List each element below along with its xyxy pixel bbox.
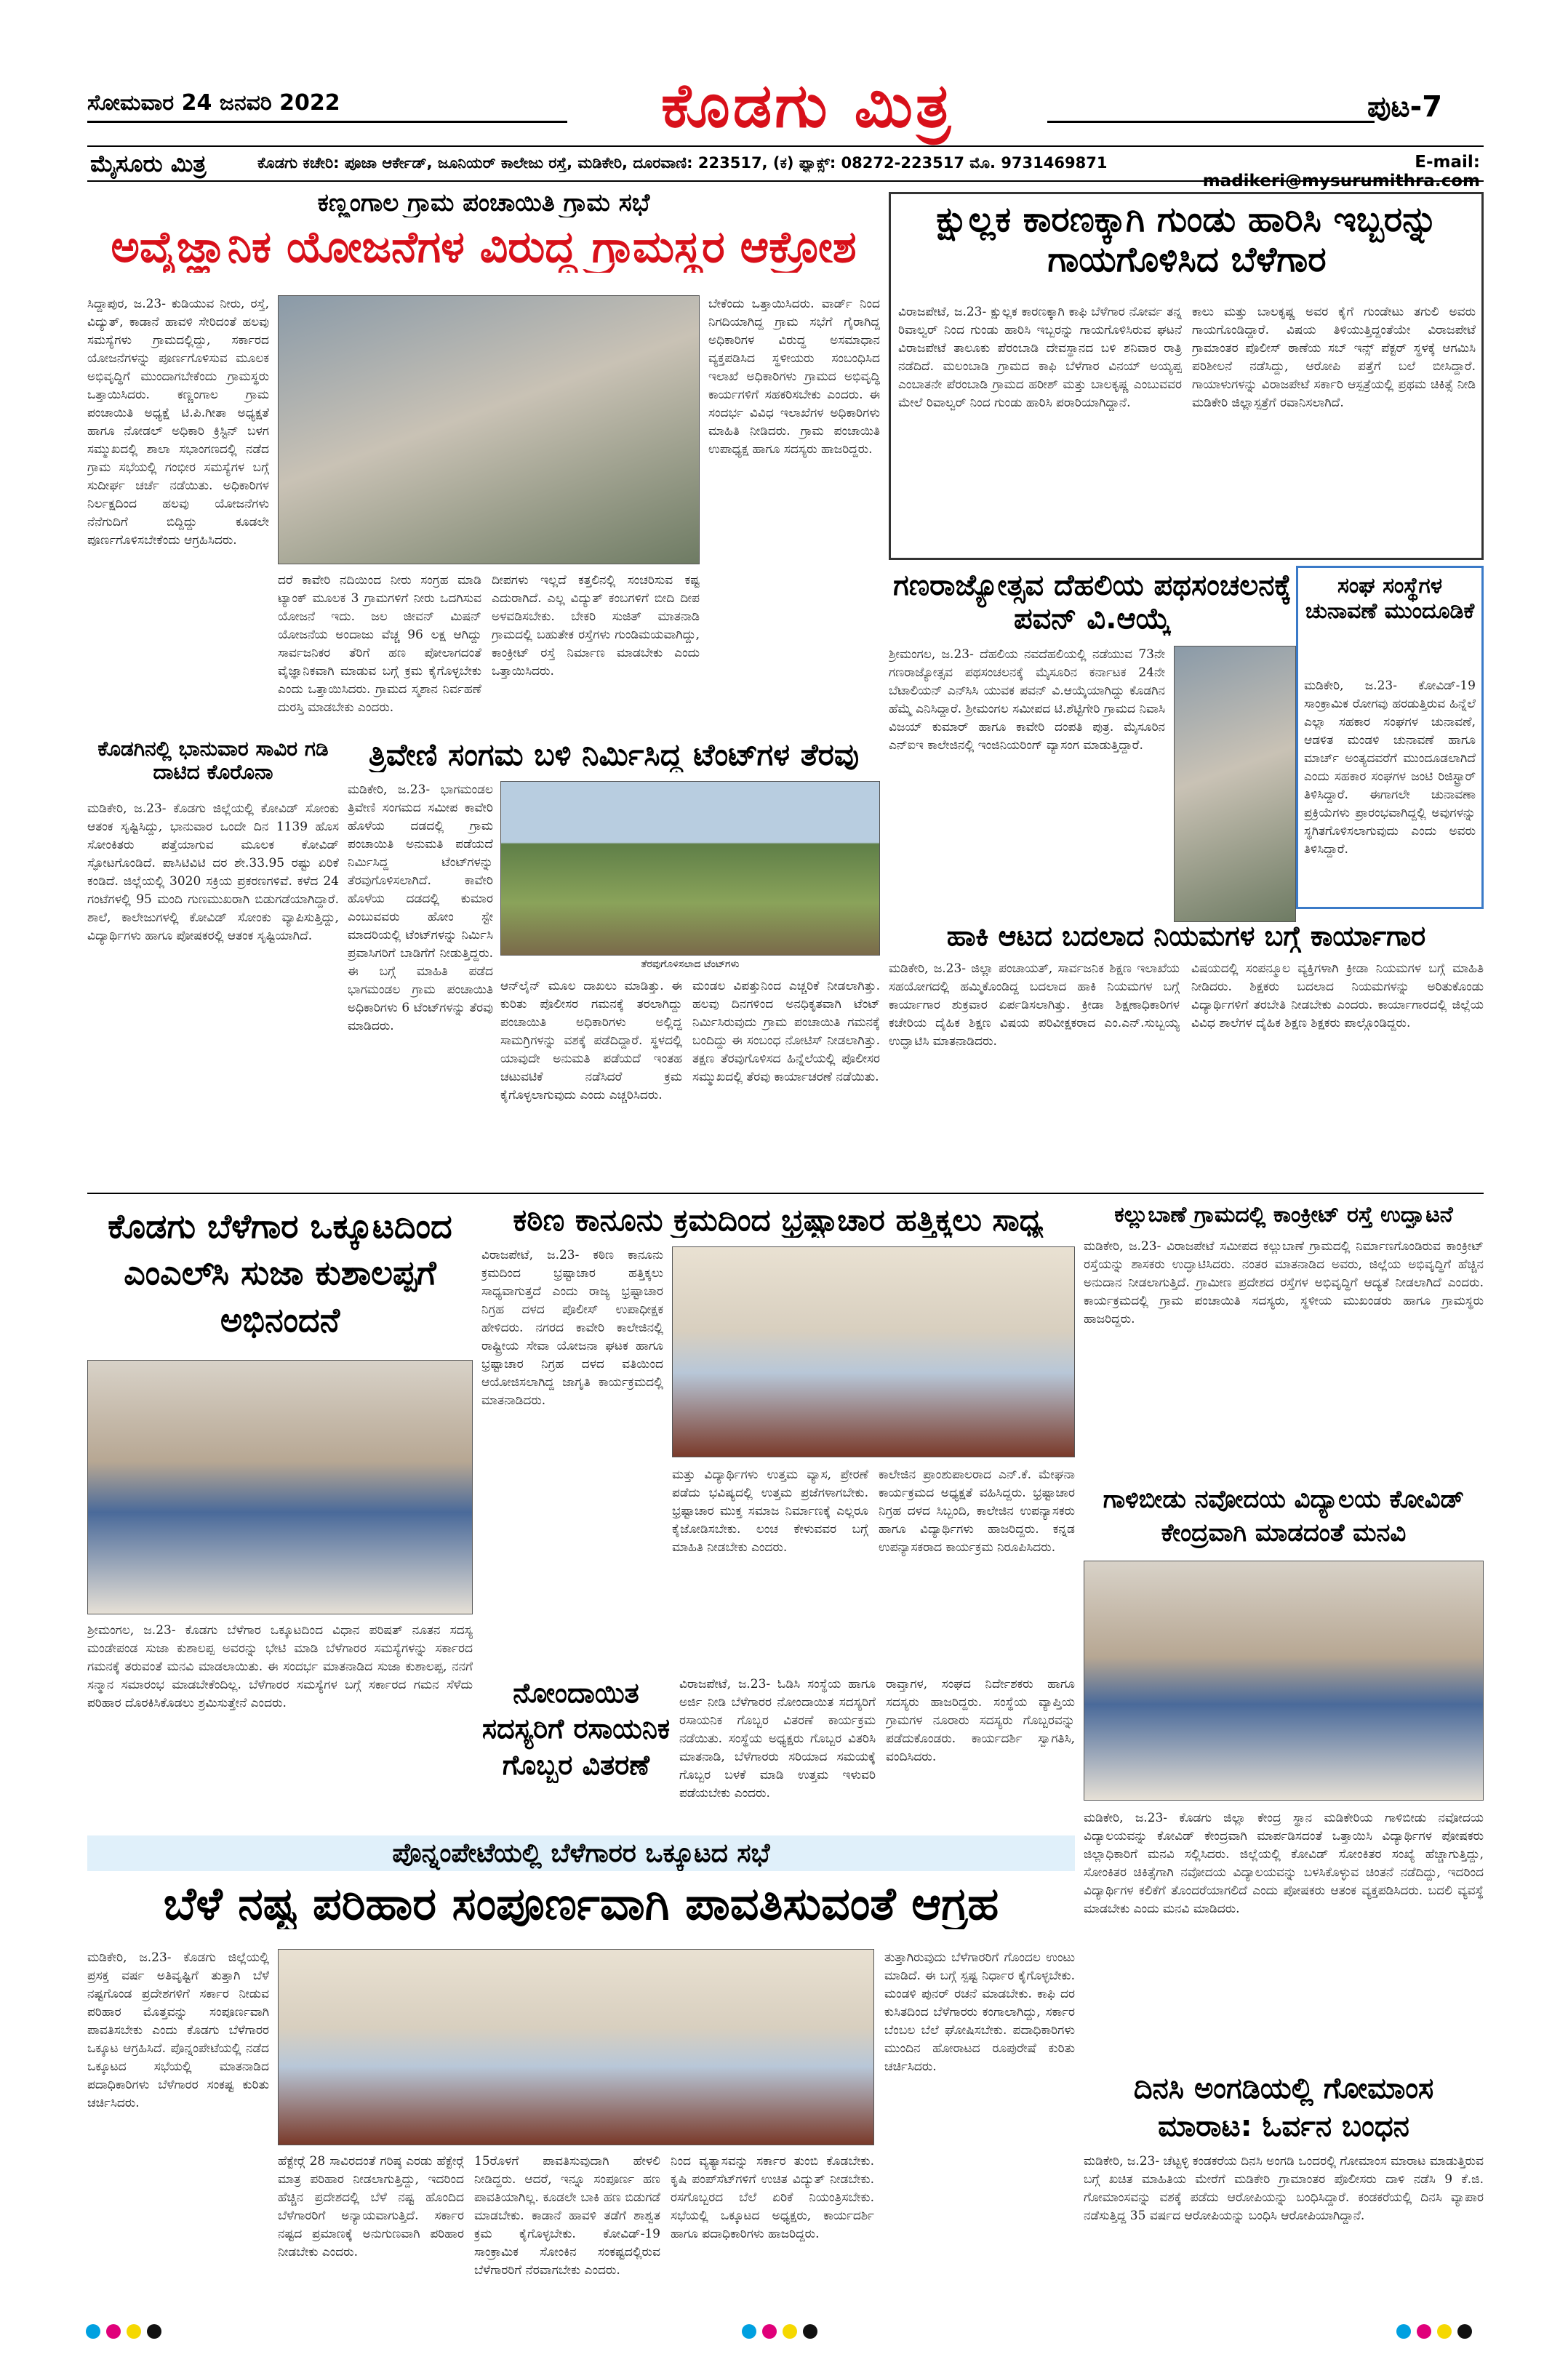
registration-dot [762,2324,777,2339]
article-suja-felicitation [87,1200,473,1753]
tents-photo [500,781,880,956]
article-body-col1: ಮಡಿಕೇರಿ, ಜ.23- ಕೊಡಗು ಜಿಲ್ಲೆಯಲ್ಲಿ ಪ್ರಸಕ್ತ ವರ್ಷ ಅತಿವೃಷ್ಟಿಗೆ ತುತ್ತಾಗಿ ಬೆಳೆ ನಷ್ಟಗೊಂಡ ಪ್ರದೇಶಗಳಿಗೆ ಸರ್ಕಾರ ನೀಡುವ ಪರಿಹಾರ ಮೊತ್ತವನ್ನು ಸಂಪೂರ್ಣವಾಗಿ ಪಾವತಿಸಬೇಕು ಎಂದು ಕೊಡಗು ಬೆಳೆಗಾರರ ಒಕ್ಕೂಟ ಆಗ್ರಹಿಸಿದೆ. ಪೊನ್ನಂಪೇಟೆಯಲ್ಲಿ ನಡೆದ ಒಕ್ಕೂಟದ ಸಭೆಯಲ್ಲಿ ಮಾತನಾಡಿದ ಪದಾಧಿಕಾರಿಗಳು ಬೆಳೆಗಾರರ ಸಂಕಷ್ಟ ಕುರಿತು ಚರ್ಚಿಸಿದರು. [87,1950,269,2110]
article-body-col1: ವಿರಾಜಪೇಟೆ, ಜ.23- ಕ್ಷುಲ್ಲಕ ಕಾರಣಕ್ಕಾಗಿ ಕಾಫಿ ಬೆಳೆಗಾರ ನೋರ್ವ ತನ್ನ ರಿವಾಲ್ವರ್ ನಿಂದ ಗುಂಡು ಹಾರಿಸಿ ಇಬ್ಬರನ್ನು ಗಾಯಗೊಳಿಸಿರುವ ಘಟನೆ ವಿರಾಜಪೇಟೆ ತಾಲೂಕು ಪೆರಂಬಾಡಿ ದೇವಸ್ಥಾನದ ಬಳಿ ಶನಿವಾರ ರಾತ್ರಿ ನಡೆದಿದೆ. ಮಲಂಬಾಡಿ ಗ್ರಾಮದ ಕಾಫಿ ಬೆಳೆಗಾರ ವಿನಯ್ ಅಯ್ಯಪ್ಪ ಎಂಬಾತನೇ ಪೆರಂಬಾಡಿ ಗ್ರಾಮದ ಹರೀಶ್ ಮತ್ತು ಬಾಲಕೃಷ್ಣ ಎಂಬುವವರ ಮೇಲೆ ರಿವಾಲ್ವರ್ ನಿಂದ ಗುಂಡು ಹಾರಿಸಿ ಪರಾರಿಯಾಗಿದ್ದಾನೆ. [898,305,1182,410]
article-body: ಮಡಿಕೇರಿ, ಜ.23- ಕೋವಿಡ್-19 ಸಾಂಕ್ರಾಮಿಕ ರೋಗವು ಹರಡುತ್ತಿರುವ ಹಿನ್ನೆಲೆ ಎಲ್ಲಾ ಸಹಕಾರ ಸಂಘಗಳ ಚುನಾವಣೆ, ಆಡಳಿತ ಮಂಡಳಿ ಚುನಾವಣೆ ಹಾಗೂ ಮಾರ್ಚ್ ಅಂತ್ಯದವರೆಗೆ ಮುಂದೂಡಲಾಗಿದೆ ಎಂದು ಸಹಕಾರ ಸಂಘಗಳ ಜಂಟಿ ರಿಜಿಸ್ಟ್ರಾರ್ ತಿಳಿಸಿದ್ದಾರೆ. ಈಗಾಗಲೇ ಚುನಾವಣಾ ಪ್ರಕ್ರಿಯೆಗಳು ಪ್ರಾರಂಭವಾಗಿದ್ದಲ್ಲಿ ಅವುಗಳನ್ನು ಸ್ಥಗಿತಗೊಳಿಸಲಾಗುವುದು ಎಂದು ಅವರು ತಿಳಿಸಿದ್ದಾರೆ. [1304,678,1476,857]
article-body: ಮಡಿಕೇರಿ, ಜ.23- ಕೊಡಗು ಜಿಲ್ಲಾ ಕೇಂದ್ರ ಸ್ಥಾನ ಮಡಿಕೇರಿಯ ಗಾಳಿಬೀಡು ನವೋದಯ ವಿದ್ಯಾಲಯವನ್ನು ಕೋವಿಡ್ ಕೇಂದ್ರವಾಗಿ ಮಾರ್ಪಡಿಸದಂತೆ ಒತ್ತಾಯಿಸಿ ವಿದ್ಯಾರ್ಥಿಗಳ ಪೋಷಕರು ಜಿಲ್ಲಾಧಿಕಾರಿಗೆ ಮನವಿ ಸಲ್ಲಿಸಿದರು. ಜಿಲ್ಲೆಯಲ್ಲಿ ಕೋವಿಡ್ ಸೋಂಕಿತರ ಸಂಖ್ಯೆ ಹೆಚ್ಚಾಗುತ್ತಿದ್ದು, ಸೋಂಕಿತರ ಚಿಕಿತ್ಸೆಗಾಗಿ ನವೋದಯ ವಿದ್ಯಾಲಯವನ್ನು ಬಳಸಿಕೊಳ್ಳುವ ಚಿಂತನೆ ನಡೆದಿದ್ದು, ಇದರಿಂದ ವಿದ್ಯಾರ್ಥಿಗಳ ಕಲಿಕೆಗೆ ತೊಂದರೆಯಾಗಲಿದೆ ಎಂದು ಪೋಷಕರು ಆತಂಕ ವ್ಯಕ್ತಪಡಿಸಿದರು. ಬದಲಿ ವ್ಯವಸ್ಥೆ ಮಾಡಬೇಕು ಎಂದು ಮನವಿ ಮಾಡಿದರು. [1084,1811,1484,1916]
article-body: ಮಡಿಕೇರಿ, ಜ.23- ಕೊಡಗು ಜಿಲ್ಲೆಯಲ್ಲಿ ಕೋವಿಡ್ ಸೋಂಕು ಆತಂಕ ಸೃಷ್ಟಿಸಿದ್ದು, ಭಾನುವಾರ ಒಂದೇ ದಿನ 1139 ಹೊಸ ಸೋಂಕಿತರು ಪತ್ತೆಯಾಗುವ ಮೂಲಕ ಕೋವಿಡ್ ಸ್ಫೋಟಗೊಂಡಿದೆ. ಪಾಸಿಟಿವಿಟಿ ದರ ಶೇ.33.95 ರಷ್ಟು ಏರಿಕೆ ಕಂಡಿದೆ. ಜಿಲ್ಲೆಯಲ್ಲಿ 3020 ಸಕ್ರಿಯ ಪ್ರಕರಣಗಳಿವೆ. ಕಳೆದ 24 ಗಂಟೆಗಳಲ್ಲಿ 95 ಮಂದಿ ಗುಣಮುಖರಾಗಿ ಬಿಡುಗಡೆಯಾಗಿದ್ದಾರೆ. ಶಾಲೆ, ಕಾಲೇಜುಗಳಲ್ಲಿ ಕೋವಿಡ್ ಸೋಂಕು ವ್ಯಾಪಿಸುತ್ತಿದ್ದು, ವಿದ್ಯಾರ್ಥಿಗಳು ಹಾಗೂ ಪೋಷಕರಲ್ಲಿ ಆತಂಕ ಸೃಷ್ಟಿಯಾಗಿದೆ. [87,801,339,943]
office-email: E-mail: madikeri@mysurumithra.com [1202,153,1480,191]
navodaya-photo [1084,1561,1484,1801]
registration-dot [803,2324,817,2339]
article-body-col5: ತುತ್ತಾಗಿರುವುದು ಬೆಳೆಗಾರರಿಗೆ ಗೊಂದಲ ಉಂಟು ಮಾಡಿದೆ. ಈ ಬಗ್ಗೆ ಸ್ಪಷ್ಟ ನಿರ್ಧಾರ ಕೈಗೊಳ್ಳಬೇಕು. ಮಂಡಳಿ ಪುನರ್ ರಚನೆ ಮಾಡಬೇಕು. ಕಾಫಿ ದರ ಕುಸಿತದಿಂದ ಬೆಳೆಗಾರರು ಕಂಗಾಲಾಗಿದ್ದು, ಸರ್ಕಾರ ಬೆಂಬಲ ಬೆಲೆ ಘೋಷಿಸಬೇಕು. ಪದಾಧಿಕಾರಿಗಳು ಮುಂದಿನ ಹೋರಾಟದ ರೂಪುರೇಷೆ ಕುರಿತು ಚರ್ಚಿಸಿದರು. [884,1950,1075,2074]
article-body-col1: ಮಡಿಕೇರಿ, ಜ.23- ಭಾಗಮಂಡಲ ತ್ರಿವೇಣಿ ಸಂಗಮದ ಸಮೀಪ ಕಾವೇರಿ ಹೊಳೆಯ ದಡದಲ್ಲಿ ಗ್ರಾಮ ಪಂಚಾಯಿತಿ ಅನುಮತಿ ಪಡೆಯದೆ ನಿರ್ಮಿಸಿದ್ದ ಟೆಂಟ್‍ಗಳನ್ನು ತೆರವುಗೊಳಿಸಲಾಗಿದೆ. ಕಾವೇರಿ ಹೊಳೆಯ ದಡದಲ್ಲಿ ಕುಮಾರ ಎಂಬುವವರು ಹೋಂ ಸ್ಟೇ ಮಾದರಿಯಲ್ಲಿ ಟೆಂಟ್‍ಗಳನ್ನು ನಿರ್ಮಿಸಿ ಪ್ರವಾಸಿಗರಿಗೆ ಬಾಡಿಗೆಗೆ ನೀಡುತ್ತಿದ್ದರು. ಈ ಬಗ್ಗೆ ಮಾಹಿತಿ ಪಡೆದ ಭಾಗಮಂಡಲ ಗ್ರಾಮ ಪಂಚಾಯಿತಿ ಅಧಿಕಾರಿಗಳು 6 ಟೆಂಟ್‍ಗಳನ್ನು ತೆರವು ಮಾಡಿದರು. [348,782,493,1033]
article-corona [87,734,339,1185]
article-headline: ದಿನಸಿ ಅಂಗಡಿಯಲ್ಲಿ ಗೋಮಾಂಸ ಮಾರಾಟ: ಓರ್ವನ ಬಂಧನ [1133,2072,1434,2143]
article-headline: ಕ್ಷುಲ್ಲಕ ಕಾರಣಕ್ಕಾಗಿ ಗುಂಡು ಹಾರಿಸಿ ಇಬ್ಬರನ್ನು ಗಾಯಗೊಳಿಸಿದ ಬೆಳೆಗಾರ [936,200,1438,281]
article-hockey-workshop [889,918,1484,1187]
article-headline: ಗಾಳಿಬೀಡು ನವೋದಯ ವಿದ್ಯಾಲಯ ಕೋವಿಡ್ ಕೇಂದ್ರವಾಗಿ ಮಾಡದಂತೆ ಮನವಿ [1103,1485,1465,1548]
article-kicker: ಪೊನ್ನಂಪೇಟೆಯಲ್ಲಿ ಬೆಳೆಗಾರರ ಒಕ್ಕೂಟದ ಸಭೆ [87,1835,1075,1871]
registration-dot [106,2324,121,2339]
article-body-col2: ಹೆಕ್ಟೇರ್‍ಗೆ 28 ಸಾವಿರದಂತೆ ಗರಿಷ್ಠ ಎರಡು ಹೆಕ್ಟೇರ್‍ಗೆ ಮಾತ್ರ ಪರಿಹಾರ ನೀಡಲಾಗುತ್ತಿದ್ದು, ಇದರಿಂದ ಹೆಚ್ಚಿನ ಪ್ರದೇಶದಲ್ಲಿ ಬೆಳೆ ನಷ್ಟ ಹೊಂದಿದ ಬೆಳೆಗಾರರಿಗೆ ಅನ್ಯಾಯವಾಗುತ್ತಿದೆ. ಸರ್ಕಾರ ನಷ್ಟದ ಪ್ರಮಾಣಕ್ಕೆ ಅನುಗುಣವಾಗಿ ಪರಿಹಾರ ನೀಡಬೇಕು ಎಂದರು. [278,2154,464,2259]
article-body-col2: ವಿಷಯದಲ್ಲಿ ಸಂಪನ್ಮೂಲ ವ್ಯಕ್ತಿಗಳಾಗಿ ಕ್ರೀಡಾ ನಿಯಮಗಳ ಬಗ್ಗೆ ಮಾಹಿತಿ ನೀಡಿದರು. ಶಿಕ್ಷಕರು ಬದಲಾದ ನಿಯಮಗಳನ್ನು ಅರಿತುಕೊಂಡು ವಿದ್ಯಾರ್ಥಿಗಳಿಗೆ ತರಬೇತಿ ನೀಡಬೇಕು ಎಂದರು. ಕಾರ್ಯಾಗಾರದಲ್ಲಿ ಜಿಲ್ಲೆಯ ವಿವಿಧ ಶಾಲೆಗಳ ದೈಹಿಕ ಶಿಕ್ಷಣ ಶಿಕ್ಷಕರು ಪಾಲ್ಗೊಂಡಿದ್ದರು. [1191,961,1484,1030]
article-body-col1: ಮಡಿಕೇರಿ, ಜ.23- ಜಿಲ್ಲಾ ಪಂಚಾಯತ್, ಸಾರ್ವಜನಿಕ ಶಿಕ್ಷಣ ಇಲಾಖೆಯ ಸಹಯೋಗದಲ್ಲಿ ಹಮ್ಮಿಕೊಂಡಿದ್ದ ಬದಲಾದ ಹಾಕಿ ನಿಯಮಗಳ ಬಗ್ಗೆ ಕಾರ್ಯಾಗಾರ ಶುಕ್ರವಾರ ಏರ್ಪಡಿಸಲಾಗಿತ್ತು. ಕ್ರೀಡಾ ಶಿಕ್ಷಣಾಧಿಕಾರಿಗಳ ಕಚೇರಿಯ ದೈಹಿಕ ಶಿಕ್ಷಣ ವಿಷಯ ಪರಿವೀಕ್ಷಕರಾದ ಎಂ.ಎನ್.ಸುಬ್ಬಯ್ಯ ಉದ್ಘಾಟಿಸಿ ಮಾತನಾಡಿದರು. [889,961,1180,1049]
ncc-cadet-photo [1174,646,1296,922]
issue-date: ಸೋಮವಾರ 24 ಜನವರಿ 2022 [87,90,340,116]
article-kicker: ಕಣ್ಣಂಗಾಲ ಗ್ರಾಮ ಪಂಚಾಯಿತಿ ಗ್ರಾಮ ಸಭೆ [317,189,650,217]
registration-dot [1437,2324,1452,2339]
publisher-name: ಮೈಸೂರು ಮಿತ್ರ [90,150,207,177]
article-headline: ಸಂಘ ಸಂಸ್ಥೆಗಳ ಚುನಾವಣೆ ಮುಂದೂಡಿಕೆ [1305,574,1475,624]
article-body: ಮಡಿಕೇರಿ, ಜ.23- ಚೆಟ್ಟಳ್ಳಿ ಕಂಡಕರೆಯ ದಿನಸಿ ಅಂಗಡಿ ಒಂದರಲ್ಲಿ ಗೋಮಾಂಸ ಮಾರಾಟ ಮಾಡುತ್ತಿರುವ ಬಗ್ಗೆ ಖಚಿತ ಮಾಹಿತಿಯ ಮೇರೆಗೆ ಮಡಿಕೇರಿ ಗ್ರಾಮಾಂತರ ಪೊಲೀಸರು ದಾಳಿ ನಡೆಸಿ 9 ಕೆ.ಜಿ. ಗೋಮಾಂಸವನ್ನು ವಶಕ್ಕೆ ಪಡೆದು ಆರೋಪಿಯನ್ನು ಬಂಧಿಸಿದ್ದಾರೆ. ಕಂಡಕರೆಯಲ್ಲಿ ದಿನಸಿ ವ್ಯಾಪಾರ ನಡೆಸುತ್ತಿದ್ದ 35 ವರ್ಷದ ಆರೋಪಿಯನ್ನು ಬಂಧಿಸಿ ಆರೋಪಿಯಾಗಿದ್ದಾನೆ. [1084,2154,1484,2223]
article-body-col1: ವಿರಾಜಪೇಟೆ, ಜ.23- ಓಡಿಸಿ ಸಂಸ್ಥೆಯ ಹಾಗೂ ಅರ್ಜಿ ನೀಡಿ ಬೆಳೆಗಾರರ ನೋಂದಾಯಿತ ಸದಸ್ಯರಿಗೆ ರಸಾಯನಿಕ ಗೊಬ್ಬರ ವಿತರಣೆ ಕಾರ್ಯಕ್ರಮ ನಡೆಯಿತು. ಸಂಸ್ಥೆಯ ಅಧ್ಯಕ್ಷರು ಗೊಬ್ಬರ ವಿತರಿಸಿ ಮಾತನಾಡಿ, ಬೆಳೆಗಾರರು ಸರಿಯಾದ ಸಮಯಕ್ಕೆ ಗೊಬ್ಬರ ಬಳಕೆ ಮಾಡಿ ಉತ್ತಮ ಇಳುವರಿ ಪಡೆಯಬೇಕು ಎಂದರು. [679,1677,876,1801]
article-headline: ಬೆಳೆ ನಷ್ಟ ಪರಿಹಾರ ಸಂಪೂರ್ಣವಾಗಿ ಪಾವತಿಸುವಂತೆ ಆಗ್ರಹ [163,1878,999,1930]
article-body-col3: ಕಾಲೇಜಿನ ಪ್ರಾಂಶುಪಾಲರಾದ ಎನ್.ಕೆ. ಮೇಘನಾ ಕಾರ್ಯಕ್ರಮದ ಅಧ್ಯಕ್ಷತೆ ವಹಿಸಿದ್ದರು. ಭ್ರಷ್ಟಾಚಾರ ನಿಗ್ರಹ ದಳದ ಸಿಬ್ಬಂದಿ, ಕಾಲೇಜಿನ ಉಪನ್ಯಾಸಕರು ಹಾಗೂ ವಿದ್ಯಾರ್ಥಿಗಳು ಹಾಜರಿದ್ದರು. ಕನ್ನಡ ಉಪನ್ಯಾಸಕರಾದ ಕಾರ್ಯಕ್ರಮ ನಿರೂಪಿಸಿದರು. [879,1468,1075,1555]
article-body-col1: ವಿರಾಜಪೇಟೆ, ಜ.23- ಕಠಿಣ ಕಾನೂನು ಕ್ರಮದಿಂದ ಭ್ರಷ್ಟಾಚಾರ ಹತ್ತಿಕ್ಕಲು ಸಾಧ್ಯವಾಗುತ್ತದೆ ಎಂದು ರಾಜ್ಯ ಭ್ರಷ್ಟಾಚಾರ ನಿಗ್ರಹ ದಳದ ಪೊಲೀಸ್ ಉಪಾಧೀಕ್ಷಕ ಹೇಳಿದರು. ನಗರದ ಕಾವೇರಿ ಕಾಲೇಜಿನಲ್ಲಿ ರಾಷ್ಟ್ರೀಯ ಸೇವಾ ಯೋಜನಾ ಘಟಕ ಹಾಗೂ ಭ್ರಷ್ಟಾಚಾರ ನಿಗ್ರಹ ದಳದ ವತಿಯಿಂದ ಆಯೋಜಿಸಲಾಗಿದ್ದ ಜಾಗೃತಿ ಕಾರ್ಯಕ್ರಮದಲ್ಲಿ ಮಾತನಾಡಿದರು. [481,1248,663,1408]
article-beef-arrest [1084,2067,1484,2307]
article-photo [278,295,700,564]
article-election-postponed [1296,566,1484,909]
article-headline: ಅವೈಜ್ಞಾನಿಕ ಯೋಜನೆಗಳ ವಿರುದ್ಧ ಗ್ರಾಮಸ್ಥರ ಆಕ್ರೋಶ [111,223,857,273]
registration-marks-center [742,2324,829,2342]
article-body-col3: 15ರೊಳಗೆ ಪಾವತಿಸುವುದಾಗಿ ಹೇಳಲಿ ನೀಡಿದ್ದರು. ಆದರೆ, ಇನ್ನೂ ಸಂಪೂರ್ಣ ಹಣ ಪಾವತಿಯಾಗಿಲ್ಲ. ಕೂಡಲೇ ಬಾಕಿ ಹಣ ಬಿಡುಗಡೆ ಮಾಡಬೇಕು. ಕಾಡಾನೆ ಹಾವಳಿ ತಡೆಗೆ ಶಾಶ್ವತ ಕ್ರಮ ಕೈಗೊಳ್ಳಬೇಕು. ಕೋವಿಡ್-19 ಸಾಂಕ್ರಾಮಿಕ ಸೋಂಕಿನ ಸಂಕಷ್ಟದಲ್ಲಿರುವ ಬೆಳೆಗಾರರಿಗೆ ನೆರವಾಗಬೇಕು ಎಂದರು. [474,2154,660,2278]
article-tents [348,734,880,1185]
newspaper-title: ಕೊಡಗು ಮಿತ್ರ [660,70,953,141]
masthead [0,0,1568,189]
article-body-col4: ನಿಂದ ವ್ಯತ್ಯಾಸವನ್ನು ಸರ್ಕಾರ ತುಂಬಿ ಕೊಡಬೇಕು. ಕೃಷಿ ಪಂಪ್‍ಸೆಟ್‍ಗಳಿಗೆ ಉಚಿತ ವಿದ್ಯುತ್ ನೀಡಬೇಕು. ರಸಗೊಬ್ಬರದ ಬೆಲೆ ಏರಿಕೆ ನಿಯಂತ್ರಿಸಬೇಕು. ಸಭೆಯಲ್ಲಿ ಒಕ್ಕೂಟದ ಅಧ್ಯಕ್ಷರು, ಕಾರ್ಯದರ್ಶಿ ಹಾಗೂ ಪದಾಧಿಕಾರಿಗಳು ಹಾಜರಿದ್ದರು. [671,2154,874,2241]
article-headline: ಕಲ್ಲುಬಾಣೆ ಗ್ರಾಮದಲ್ಲಿ ಕಾಂಕ್ರೀಟ್ ರಸ್ತೆ ಉದ್ಘಾಟನೆ [1114,1203,1453,1228]
article-gunshot [889,192,1484,560]
article-republic-day [889,566,1296,929]
article-headline: ಹಾಕಿ ಆಟದ ಬದಲಾದ ನಿಯಮಗಳ ಬಗ್ಗೆ ಕಾರ್ಯಾಗಾರ [946,921,1426,952]
article-body: ಶ್ರೀಮಂಗಲ, ಜ.23- ಕೊಡಗು ಬೆಳೆಗಾರ ಒಕ್ಕೂಟದಿಂದ ವಿಧಾನ ಪರಿಷತ್ ನೂತನ ಸದಸ್ಯ ಮಂಡೇಪಂಡ ಸುಜಾ ಕುಶಾಲಪ್ಪ ಅವರನ್ನು ಭೇಟಿ ಮಾಡಿ ಬೆಳೆಗಾರರ ಸಮಸ್ಯೆಗಳನ್ನು ಸರ್ಕಾರದ ಗಮನಕ್ಕೆ ತರುವಂತೆ ಮನವಿ ಮಾಡಲಾಯಿತು. ಈ ಸಂದರ್ಭ ಮಾತನಾಡಿದ ಸುಜಾ ಕುಶಾಲಪ್ಪ, ನನಗೆ ಸನ್ಮಾನ ಸಮಾರಂಭ ಮಾಡಬೇಕೆಂದಿಲ್ಲ. ಬೆಳೆಗಾರರ ಸಮಸ್ಯೆಗಳ ಬಗ್ಗೆ ಸರ್ಕಾರದ ಗಮನ ಸೆಳೆದು ಪರಿಹಾರ ದೊರಕಿಸಿಕೊಡಲು ಶ್ರಮಿಸುತ್ತೇನೆ ಎಂದರು. [87,1623,473,1710]
registration-dot [1457,2324,1472,2339]
registration-dot [86,2324,100,2339]
masthead-rule-left [87,121,567,123]
article-body-col2: ರಾವ್ತಾಗಳ, ಸಂಘದ ನಿರ್ದೇಶಕರು ಹಾಗೂ ಸದಸ್ಯರು ಹಾಜರಿದ್ದರು. ಸಂಸ್ಥೆಯ ವ್ಯಾಪ್ತಿಯ ಗ್ರಾಮಗಳ ನೂರಾರು ಸದಸ್ಯರು ಗೊಬ್ಬರವನ್ನು ಪಡೆದುಕೊಂಡರು. ಕಾರ್ಯದರ್ಶಿ ಸ್ವಾಗತಿಸಿ, ವಂದಿಸಿದರು. [886,1677,1075,1764]
masthead-rule-right [1047,121,1375,123]
article-body-col2: ಮತ್ತು ವಿದ್ಯಾರ್ಥಿಗಳು ಉತ್ತಮ ವ್ಯಾಸ, ಪ್ರೇರಣೆ ಪಡೆದು ಭವಿಷ್ಯದಲ್ಲಿ ಉತ್ತಮ ಪ್ರಜೆಗಳಾಗಬೇಕು. ಭ್ರಷ್ಟಾಚಾರ ಮುಕ್ತ ಸಮಾಜ ನಿರ್ಮಾಣಕ್ಕೆ ಎಲ್ಲರೂ ಕೈಜೋಡಿಸಬೇಕು. ಲಂಚ ಕೇಳುವವರ ಬಗ್ಗೆ ಮಾಹಿತಿ ನೀಡಬೇಕು ಎಂದರು. [672,1468,868,1555]
photo-caption: ತೆರವುಗೊಳಿಸಲಾದ ಟೆಂಟ್‍ಗಳು [641,958,740,970]
event-photo [672,1246,1075,1457]
article-headline: ಗಣರಾಜ್ಯೋತ್ಸವ ದೆಹಲಿಯ ಪಥಸಂಚಲನಕ್ಕೆ ಪವನ್ ವಿ.ಆಯ್ಕೆ [893,569,1292,636]
article-body-col1: ಸಿದ್ದಾಪುರ, ಜ.23- ಕುಡಿಯುವ ನೀರು, ರಸ್ತೆ, ವಿದ್ಯುತ್, ಕಾಡಾನೆ ಹಾವಳಿ ಸೇರಿದಂತೆ ಹಲವು ಸಮಸ್ಯೆಗಳು ಗ್ರಾಮದಲ್ಲಿದ್ದು, ಸರ್ಕಾರದ ಯೋಜನೆಗಳನ್ನು ಪೂರ್ಣಗೊಳಿಸುವ ಮೂಲಕ ಅಭಿವೃದ್ಧಿಗೆ ಮುಂದಾಗಬೇಕೆಂದು ಗ್ರಾಮಸ್ಥರು ಒತ್ತಾಯಿಸಿದರು. ಕಣ್ಣಂಗಾಲ ಗ್ರಾಮ ಪಂಚಾಯಿತಿ ಅಧ್ಯಕ್ಷೆ ಟಿ.ಪಿ.ಗೀತಾ ಅಧ್ಯಕ್ಷತೆ ಹಾಗೂ ನೋಡಲ್ ಅಧಿಕಾರಿ ಕ್ರಿಸ್ಟಿನ್ ಬಳಗ ಸಮ್ಮುಖದಲ್ಲಿ ಶಾಲಾ ಸಭಾಂಗಣದಲ್ಲಿ ನಡೆದ ಗ್ರಾಮ ಸಭೆಯಲ್ಲಿ ಗಂಭೀರ ಸಮಸ್ಯೆಗಳ ಬಗ್ಗೆ ಸುದೀರ್ಘ ಚರ್ಚೆ ನಡೆಯಿತು. ಅಧಿಕಾರಿಗಳ ನಿರ್ಲಕ್ಷದಿಂದ ಹಲವು ಯೋಜನೆಗಳು ನೆನೆಗುದಿಗೆ ಬಿದ್ದಿದ್ದು ಕೂಡಲೇ ಪೂರ್ಣಗೊಳಿಸಬೇಕೆಂದು ಆಗ್ರಹಿಸಿದರು. [87,297,269,548]
registration-marks-right [1396,2324,1484,2342]
office-address: ಕೊಡಗು ಕಚೇರಿ: ಪೂಜಾ ಆರ್ಕೇಡ್, ಜೂನಿಯರ್ ಕಾಲೇಜು ರಸ್ತೆ, ಮಡಿಕೇರಿ, ದೂರವಾಣಿ: 223517, (ಕ) ಫ್ಯಾಕ್ಸ್: 08272-223517 ಮೊ. 9731469871 [257,154,1108,172]
registration-dot [127,2324,141,2339]
article-body-col2: ಆನ್‍ಲೈನ್ ಮೂಲ ದಾಖಲು ಮಾಡಿತ್ತು. ಈ ಕುರಿತು ಪೊಲೀಸರ ಗಮನಕ್ಕೆ ತರಲಾಗಿದ್ದು ಪಂಚಾಯಿತಿ ಅಧಿಕಾರಿಗಳು ಅಲ್ಲಿದ್ದ ಸಾಮಗ್ರಿಗಳನ್ನು ವಶಕ್ಕೆ ಪಡೆದಿದ್ದಾರೆ. ಸ್ಥಳದಲ್ಲಿ ಯಾವುದೇ ಅನುಮತಿ ಪಡೆಯದೆ ಇಂತಹ ಚಟುವಟಿಕೆ ನಡೆಸಿದರೆ ಕ್ರಮ ಕೈಗೊಳ್ಳಲಾಗುವುದು ಎಂದು ಎಚ್ಚರಿಸಿದರು. [500,979,682,1102]
article-headline: ಕಠಿಣ ಕಾನೂನು ಕ್ರಮದಿಂದ ಭ್ರಷ್ಟಾಚಾರ ಹತ್ತಿಕ್ಕಲು ಸಾಧ್ಯ [513,1203,1044,1238]
article-headline: ನೋಂದಾಯಿತ ಸದಸ್ಯರಿಗೆ ರಸಾಯನಿಕ ಗೊಬ್ಬರ ವಿತರಣೆ [481,1677,671,1781]
felicitation-photo [87,1360,473,1614]
registration-dot [1417,2324,1431,2339]
registration-marks-left [86,2324,173,2342]
article-headline: ತ್ರಿವೇಣಿ ಸಂಗಮ ಬಳಿ ನಿರ್ಮಿಸಿದ್ದ ಟೆಂಟ್‍ಗಳ ತೆರವು [368,737,860,772]
registration-dot [783,2324,797,2339]
article-headline: ಕೊಡಗು ಬೆಳೆಗಾರ ಒಕ್ಕೂಟದಿಂದ ಎಂಎಲ್‍ಸಿ ಸುಜಾ ಕುಶಾಲಪ್ಪಗೆ ಅಭಿನಂದನೆ [108,1206,452,1340]
article-body-col4: ಬೇಕೆಂದು ಒತ್ತಾಯಿಸಿದರು. ವಾರ್ಡ್ ನಿಂದ ನಿಗದಿಯಾಗಿದ್ದ ಗ್ರಾಮ ಸಭೆಗೆ ಗೈರಾಗಿದ್ದ ಅಧಿಕಾರಿಗಳ ವಿರುದ್ಧ ಅಸಮಾಧಾನ ವ್ಯಕ್ತಪಡಿಸಿದ ಸ್ಥಳೀಯರು ಸಂಬಂಧಿಸಿದ ಇಲಾಖೆ ಅಧಿಕಾರಿಗಳು ಗ್ರಾಮದ ಅಭಿವೃದ್ಧಿ ಕಾರ್ಯಗಳಿಗೆ ಸಹಕರಿಸಬೇಕು ಎಂದರು. ಈ ಸಂದರ್ಭ ವಿವಿಧ ಇಲಾಖೆಗಳ ಅಧಿಕಾರಿಗಳು ಮಾಹಿತಿ ನೀಡಿದರು. ಗ್ರಾಮ ಪಂಚಾಯಿತಿ ಉಪಾಧ್ಯಕ್ಷ ಹಾಗೂ ಸದಸ್ಯರು ಹಾಜರಿದ್ದರು. [708,297,880,457]
registration-dot [147,2324,161,2339]
article-body-col2: ಕಾಲು ಮತ್ತು ಬಾಲಕೃಷ್ಣ ಅವರ ಕೈಗೆ ಗುಂಡೇಟು ತಗುಲಿ ಅವರು ಗಾಯಗೊಂಡಿದ್ದಾರೆ. ವಿಷಯ ತಿಳಿಯುತ್ತಿದ್ದಂತೆಯೇ ವಿರಾಜಪೇಟೆ ಗ್ರಾಮಾಂತರ ಪೊಲೀಸ್ ಠಾಣೆಯ ಸಬ್ ಇನ್ಸ್ ಪೆಕ್ಟರ್ ಸ್ಥಳಕ್ಕೆ ಆಗಮಿಸಿ ಪರಿಶೀಲನೆ ನಡೆಸಿದ್ದು, ಆರೋಪಿ ಪತ್ತೆಗೆ ಬಲೆ ಬೀಸಿದ್ದಾರೆ. ಗಾಯಾಳುಗಳನ್ನು ವಿರಾಜಪೇಟೆ ಸರ್ಕಾರಿ ಆಸ್ಪತ್ರೆಯಲ್ಲಿ ಪ್ರಥಮ ಚಿಕಿತ್ಸೆ ನೀಡಿ ಮಡಿಕೇರಿ ಜಿಲ್ಲಾಸ್ಪತ್ರೆಗೆ ರವಾನಿಸಲಾಗಿದೆ. [1192,305,1476,410]
article-gram-sabha [87,186,880,724]
section-divider [87,1193,1484,1194]
meeting-photo [278,1949,874,2145]
page-number: ಪುಟ-7 [1367,90,1443,124]
article-anti-corruption [481,1200,1075,1665]
article-body-col2: ದರೆ ಕಾವೇರಿ ನದಿಯಿಂದ ನೀರು ಸಂಗ್ರಹ ಮಾಡಿ ಟ್ಯಾಂಕ್ ಮೂಲಕ 3 ಗ್ರಾಮಗಳಿಗೆ ನೀರು ಒದಗಿಸುವ ಯೋಜನೆ ಇದು. ಜಲ ಜೀವನ್ ಮಿಷನ್ ಯೋಜನೆಯ ಅಂದಾಜು ವೆಚ್ಚ 96 ಲಕ್ಷ ಆಗಿದ್ದು ಸಾರ್ವಜನಿಕರ ತೆರಿಗೆ ಹಣ ಪೋಲಾಗದಂತೆ ವೈಜ್ಞಾನಿಕವಾಗಿ ಮಾಡುವ ಬಗ್ಗೆ ಕ್ರಮ ಕೈಗೊಳ್ಳಬೇಕು ಎಂದು ಒತ್ತಾಯಿಸಿದರು. ಗ್ರಾಮದ ಸ್ಮಶಾನ ನಿರ್ವಹಣೆ ದುರಸ್ತಿ ಮಾಡಬೇಕು ಎಂದರು. [278,573,481,715]
article-body-col3: ದೀಪಗಳು ಇಲ್ಲದೆ ಕತ್ತಲಿನಲ್ಲಿ ಸಂಚರಿಸುವ ಕಷ್ಟ ಎದುರಾಗಿದೆ. ಎಲ್ಲ ವಿದ್ಯುತ್ ಕಂಬಗಳಿಗೆ ಬೀದಿ ದೀಪ ಅಳವಡಿಸಬೇಕು. ಬೇಕರಿ ಸುಜಿತ್ ಮಾತನಾಡಿ ಗ್ರಾಮದಲ್ಲಿ ಬಹುತೇಕ ರಸ್ತೆಗಳು ಗುಂಡಿಮಯವಾಗಿದ್ದು, ಕಾಂಕ್ರೀಟ್ ರಸ್ತೆ ನಿರ್ಮಾಣ ಮಾಡಬೇಕು ಎಂದು ಒತ್ತಾಯಿಸಿದರು. [492,573,700,678]
article-crop-loss [87,1833,1075,2305]
article-headline: ಕೊಡಗಿನಲ್ಲಿ ಭಾನುವಾರ ಸಾವಿರ ಗಡಿ ದಾಟಿದ ಕೊರೊನಾ [97,737,329,785]
article-body: ಶ್ರೀಮಂಗಲ, ಜ.23- ದೆಹಲಿಯ ನವದೆಹಲಿಯಲ್ಲಿ ನಡೆಯುವ 73ನೇ ಗಣರಾಜ್ಯೋತ್ಸವ ಪಥಸಂಚಲನಕ್ಕೆ ಮೈಸೂರಿನ ಕರ್ನಾಟಕ 24ನೇ ಬೆಟಾಲಿಯನ್ ಎನ್‍ಸಿಸಿ ಯುವಕ ಪವನ್ ವಿ.ಆಯ್ಕೆಯಾಗಿದ್ದು ಕೊಡಗಿನ ಹೆಮ್ಮೆ ಎನಿಸಿದ್ದಾರೆ. ಶ್ರೀಮಂಗಲ ಸಮೀಪದ ಟಿ.ಶೆಟ್ಟಿಗೇರಿ ಗ್ರಾಮದ ನಿವಾಸಿ ವಿಜಯ್ ಕುಮಾರ್ ಹಾಗೂ ಕಾವೇರಿ ದಂಪತಿ ಪುತ್ರ. ಮೈಸೂರಿನ ಎನ್‍ಐಇ ಕಾಲೇಜಿನಲ್ಲಿ ಇಂಜಿನಿಯರಿಂಗ್ ವ್ಯಾಸಂಗ ಮಾಡುತ್ತಿದ್ದಾರೆ. [889,647,1165,753]
article-road-inauguration [1084,1200,1484,1476]
article-body: ಮಡಿಕೇರಿ, ಜ.23- ವಿರಾಜಪೇಟೆ ಸಮೀಪದ ಕಲ್ಲುಬಾಣೆ ಗ್ರಾಮದಲ್ಲಿ ನಿರ್ಮಾಣಗೊಂಡಿರುವ ಕಾಂಕ್ರೀಟ್ ರಸ್ತೆಯನ್ನು ಶಾಸಕರು ಉದ್ಘಾಟಿಸಿದರು. ನಂತರ ಮಾತನಾಡಿದ ಅವರು, ಜಿಲ್ಲೆಯ ಅಭಿವೃದ್ಧಿಗೆ ಹೆಚ್ಚಿನ ಅನುದಾನ ನೀಡಲಾಗುತ್ತಿದೆ. ಗ್ರಾಮೀಣ ಪ್ರದೇಶದ ರಸ್ತೆಗಳ ಅಭಿವೃದ್ಧಿಗೆ ಆದ್ಯತೆ ನೀಡಲಾಗಿದೆ ಎಂದರು. ಕಾರ್ಯಕ್ರಮದಲ್ಲಿ ಗ್ರಾಮ ಪಂಚಾಯಿತಿ ಸದಸ್ಯರು, ಸ್ಥಳೀಯ ಮುಖಂಡರು ಹಾಗೂ ಗ್ರಾಮಸ್ಥರು ಹಾಜರಿದ್ದರು. [1084,1239,1484,1326]
article-body-col3: ಮಂಡಲ ವಿಪತ್ತುನಿಂದ ಎಚ್ಚರಿಕೆ ನೀಡಲಾಗಿತ್ತು. ಹಲವು ದಿನಗಳಿಂದ ಅನಧಿಕೃತವಾಗಿ ಟೆಂಟ್ ನಿರ್ಮಿಸಿರುವುದು ಗ್ರಾಮ ಪಂಚಾಯಿತಿ ಗಮನಕ್ಕೆ ಬಂದಿದ್ದು ಈ ಸಂಬಂಧ ನೋಟಿಸ್ ನೀಡಲಾಗಿತ್ತು. ತಕ್ಷಣ ತೆರವುಗೊಳಿಸದ ಹಿನ್ನೆಲೆಯಲ್ಲಿ ಪೊಲೀಸರ ಸಮ್ಮುಖದಲ್ಲಿ ತೆರವು ಕಾರ್ಯಾಚರಣೆ ನಡೆಯಿತು. [692,979,880,1084]
registration-dot [742,2324,756,2339]
article-navodaya [1084,1481,1484,2062]
registration-dot [1396,2324,1411,2339]
article-fertilizer [481,1673,1075,1825]
